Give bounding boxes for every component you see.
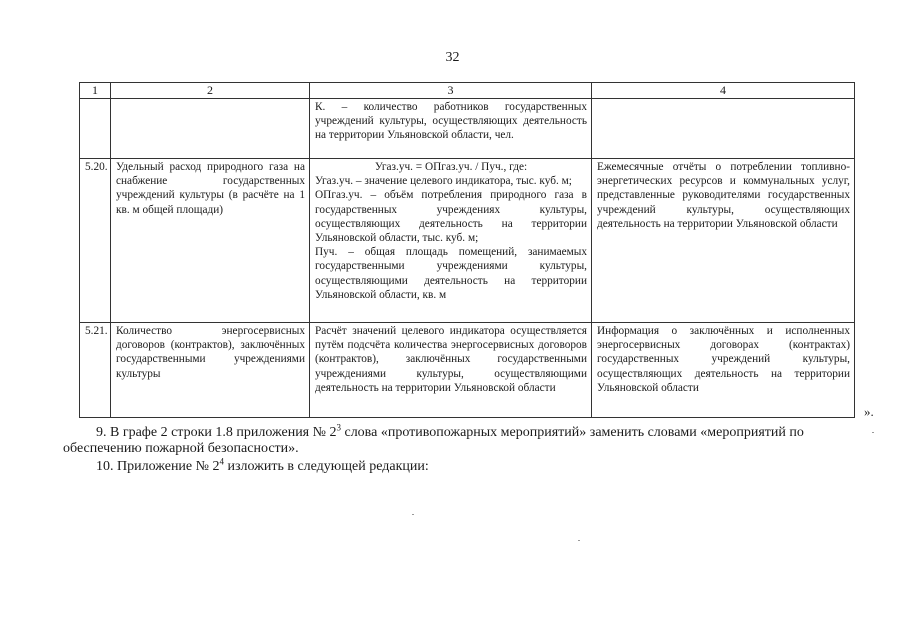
scan-speck [578, 540, 580, 541]
scan-speck [872, 432, 874, 433]
indicator-table [79, 82, 855, 418]
calculation-method [310, 159, 592, 323]
paragraph-9-text-b: слова «противопожарных мероприятий» заменить словами «мероприятий по обеспечению пожарной безопасности». [63, 425, 804, 456]
header-col-2: 2 [111, 83, 310, 99]
data-source: Информация о заключённых и исполненных энергосервисных договорах (контрактах) государственных учреждений культуры, осуществляющих деятельность на территории Ульяновской области [592, 323, 855, 418]
table-header-row [80, 83, 855, 99]
page-number: 32 [445, 50, 460, 65]
indicator-name: Удельный расход природного газа на снабжение государственных учреждений культуры (в расчёте на 1 кв. м общей площади) [111, 159, 310, 323]
cell-empty [80, 99, 111, 159]
row-number: 5.20. [80, 159, 111, 323]
superscript: 3 [336, 422, 341, 433]
table-row-5-21 [80, 323, 855, 418]
definition-3: Пуч. – общая площадь помещений, занимаемых государственными учреждениями культуры, осуществляющими деятельность на территории Ульяновской области, кв. м [315, 246, 587, 301]
row-number: 5.21. [80, 323, 111, 418]
cell-variable-definition: К. – количество работников государственных учреждений культуры, осуществляющих деятельность на территории Ульяновской области, чел. [310, 99, 592, 159]
scan-speck [412, 514, 414, 515]
indicator-name: Количество энергосервисных договоров (контрактов), заключённых государственными учреждениями культуры [111, 323, 310, 418]
table-row-5-20 [80, 159, 855, 323]
definition-2: ОПгаз.уч. – объём потребления природного газа в государственных учреждениях культуры, осуществляющих деятельность на территории Ульяновской области, тыс. куб. м; [315, 189, 587, 245]
paragraph-9 [63, 422, 853, 457]
paragraph-10-text-b: изложить в следующей редакции: [224, 459, 429, 474]
cell-empty [592, 99, 855, 159]
data-source: Ежемесячные отчёты о потреблении топливно-энергетических ресурсов и коммунальных услуг, представленные руководителями государственных учреждений культуры, осуществляющих деятельность на территории Ульяновской области [592, 159, 855, 323]
superscript: 4 [219, 456, 224, 467]
header-col-3: 3 [310, 83, 592, 99]
paragraph-10 [63, 456, 853, 475]
definition-1: Угаз.уч. – значение целевого индикатора, тыс. куб. м; [315, 175, 572, 188]
header-col-1: 1 [80, 83, 111, 99]
closing-quote-mark: ». [864, 404, 874, 419]
calculation-method: Расчёт значений целевого индикатора осуществляется путём подсчёта количества энергосервисных договоров (контрактов), заключённых государственными учреждениями культуры, осуществляющими деятельность на территории Ульяновской области [310, 323, 592, 418]
cell-empty [111, 99, 310, 159]
paragraph-9-text-a: 9. В графе 2 строки 1.8 приложения № 2 [96, 425, 337, 440]
table-row-continuation [80, 99, 855, 159]
formula: Угаз.уч. = ОПгаз.уч. / Пуч., где: [374, 161, 528, 173]
header-col-4: 4 [592, 83, 855, 99]
paragraph-10-text-a: 10. Приложение № 2 [96, 459, 220, 474]
